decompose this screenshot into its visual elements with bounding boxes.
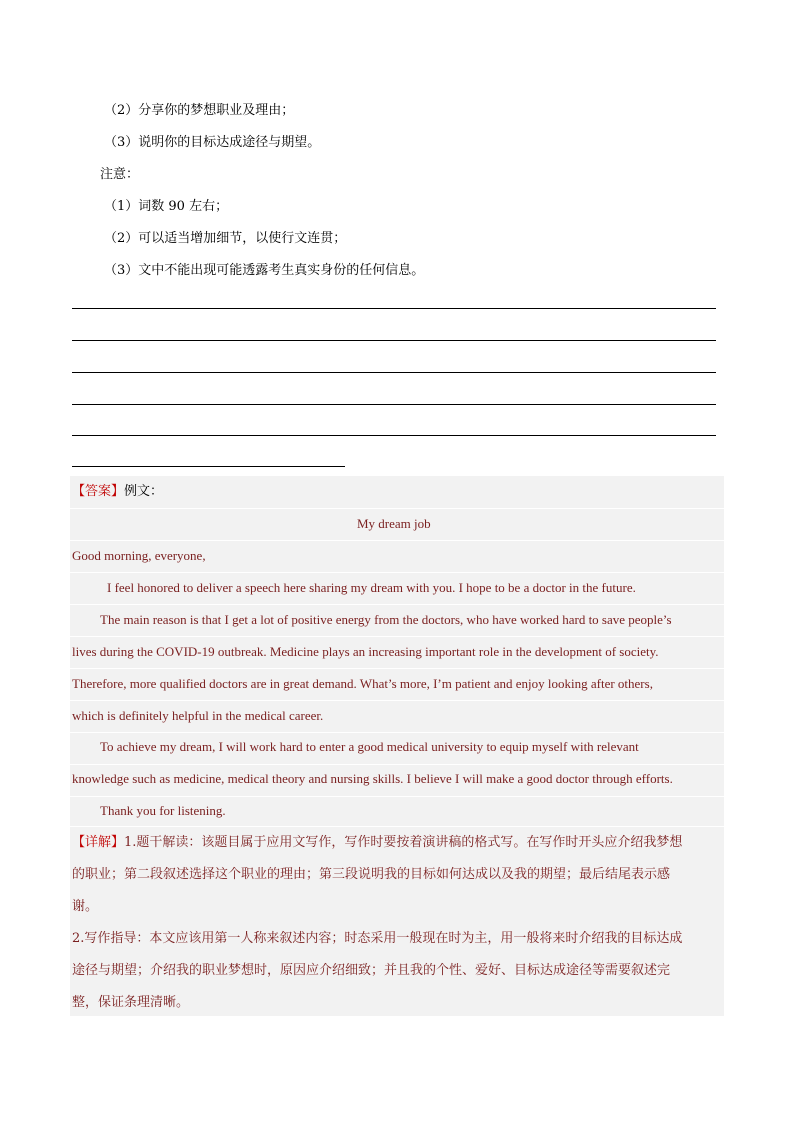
essay-paragraph-2-line: which is definitely helpful in the medical career. [72, 708, 324, 723]
essay-paragraph-2-line: The main reason is that I get a lot of positive energy from the doctors, who have worked hard to save people’s [100, 612, 672, 627]
detail-tag: 【详解】 [72, 835, 125, 850]
note-1: （1）词数 90 左右； [104, 199, 229, 214]
detail-line: 整，保证条理清晰。 [72, 995, 190, 1010]
row-separator [70, 668, 724, 669]
answer-label: 例文： [124, 484, 164, 499]
writing-line [72, 372, 716, 373]
detail-line: 途径与期望；介绍我的职业梦想时，原因应介绍细致；并且我的个性、爱好、目标达成途径等需要叙述完 [72, 963, 671, 978]
essay-title: My dream job [357, 516, 431, 531]
essay-closing: Thank you for listening. [100, 803, 226, 818]
essay-paragraph-2-line: Therefore, more qualified doctors are in great demand. What’s more, I’m patient and enjoy looking after others, [72, 676, 653, 691]
essay-greeting: Good morning, everyone, [72, 548, 206, 563]
detail-line: 2.写作指导：本文应该用第一人称来叙述内容；时态采用一般现在时为主，用一般将来时介绍我的目标达成 [72, 931, 683, 946]
row-separator [70, 826, 724, 827]
row-separator [70, 604, 724, 605]
essay-paragraph-3-line: To achieve my dream, I will work hard to enter a good medical university to equip myself with relevant [100, 739, 639, 754]
essay-paragraph-1: I feel honored to deliver a speech here sharing my dream with you. I hope to be a doctor in the future. [107, 580, 636, 595]
essay-paragraph-3-line: knowledge such as medicine, medical theory and nursing skills. I believe I will make a good doctor through efforts. [72, 771, 673, 786]
detail-line: 谢。 [72, 899, 99, 914]
writing-line [72, 340, 716, 341]
note-3: （3）文中不能出现可能透露考生真实身份的任何信息。 [104, 263, 425, 278]
requirement-2: （2）分享你的梦想职业及理由； [104, 103, 295, 118]
essay-paragraph-2-line: lives during the COVID-19 outbreak. Medicine plays an increasing important role in the development of society. [72, 644, 659, 659]
writing-line [72, 308, 716, 309]
row-separator [70, 700, 724, 701]
writing-line-short [72, 466, 345, 467]
detail-line [72, 834, 682, 852]
row-separator [70, 540, 724, 541]
row-separator [70, 732, 724, 733]
answer-tag: 【答案】 [72, 484, 125, 499]
requirement-3: （3）说明你的目标达成途径与期望。 [104, 135, 321, 150]
row-separator [70, 764, 724, 765]
row-separator [70, 796, 724, 797]
row-separator [70, 508, 724, 509]
detail-line: 的职业；第二段叙述选择这个职业的理由；第三段说明我的目标如何达成以及我的期望；最后结尾表示感 [72, 867, 671, 882]
writing-line [72, 435, 716, 436]
answer-heading [72, 483, 163, 501]
row-separator [70, 572, 724, 573]
row-separator [70, 636, 724, 637]
writing-line [72, 404, 716, 405]
detail-text: 1.题干解读：该题目属于应用文写作，写作时要按着演讲稿的格式写。在写作时开头应介绍我梦想 [124, 835, 683, 850]
note-label: 注意： [100, 167, 140, 182]
note-2: （2）可以适当增加细节，以使行文连贯； [104, 231, 347, 246]
